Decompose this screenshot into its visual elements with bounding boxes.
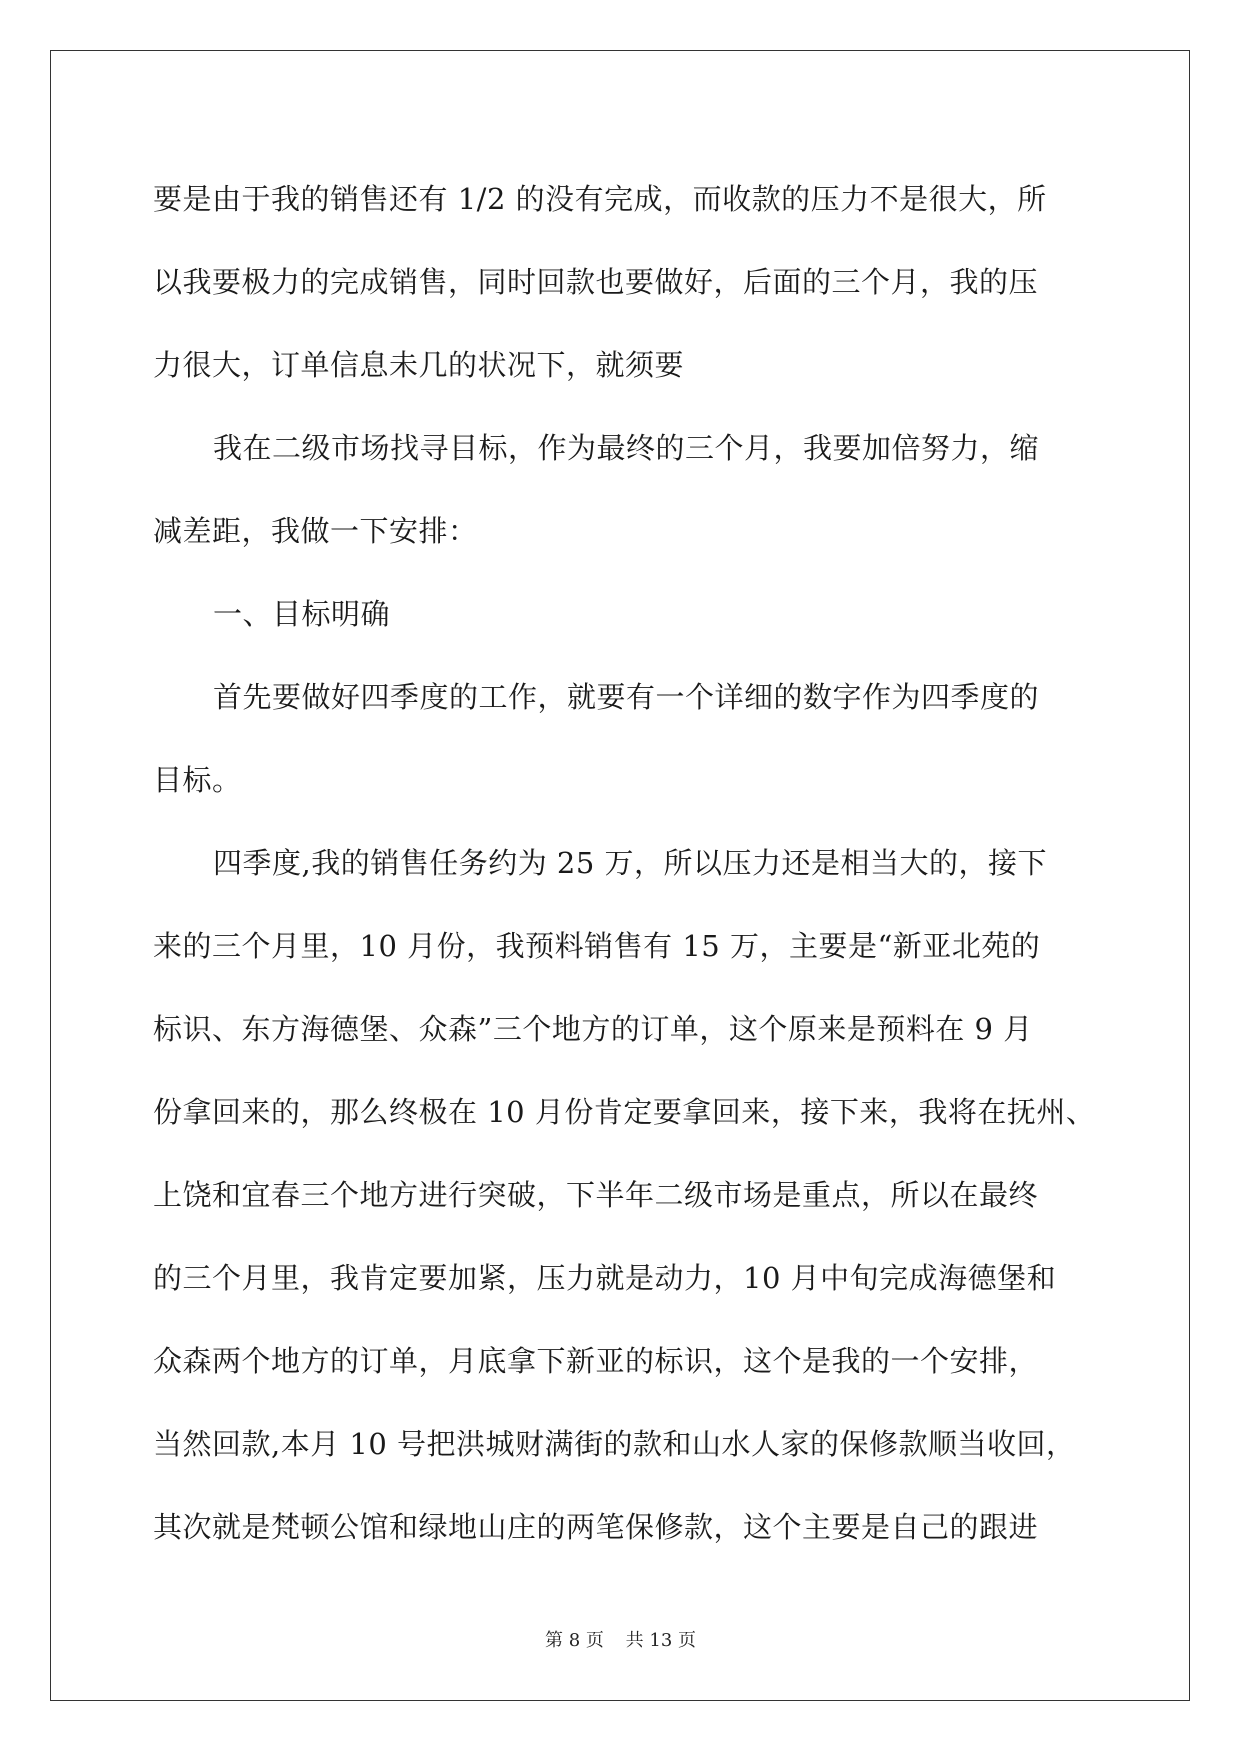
page-total: 共 13 页 [625,1630,696,1651]
page-footer [0,1626,1241,1652]
text-line: 的三个月里，我肯定要加紧，压力就是动力，10 月中旬完成海德堡和 [153,1261,1057,1295]
text-line: 来的三个月里，10 月份，我预料销售有 15 万，主要是“新亚北苑的 [153,929,1041,963]
text-line: 标识、东方海德堡、众森”三个地方的订单，这个原来是预料在 9 月 [153,1012,1033,1046]
text-line: 众森两个地方的订单，月底拿下新亚的标识，这个是我的一个安排， [153,1344,1039,1378]
text-line: 四季度,我的销售任务约为 25 万，所以压力还是相当大的，接下 [213,846,1048,880]
page-number: 第 8 页 [545,1630,604,1651]
text-line: 减差距，我做一下安排： [153,514,478,548]
text-line: 当然回款,本月 10 号把洪城财满街的款和山水人家的保修款顺当收回， [153,1427,1076,1461]
document-body [153,158,1096,1569]
text-line: 其次就是梵顿公馆和绿地山庄的两笔保修款，这个主要是自己的跟进 [153,1510,1039,1544]
text-line: 份拿回来的，那么终极在 10 月份肯定要拿回来，接下来，我将在抚州、 [153,1095,1096,1129]
text-line: 力很大，订单信息未几的状况下，就须要 [153,348,685,382]
text-line: 首先要做好四季度的工作，就要有一个详细的数字作为四季度的 [213,680,1040,714]
text-line: 一、目标明确 [213,597,391,631]
text-line: 以我要极力的完成销售，同时回款也要做好，后面的三个月，我的压 [153,265,1039,299]
text-line: 要是由于我的销售还有 1/2 的没有完成，而收款的压力不是很大，所 [153,182,1047,216]
text-line: 上饶和宜春三个地方进行突破，下半年二级市场是重点，所以在最终 [153,1178,1039,1212]
text-line: 目标。 [153,763,242,797]
text-line: 我在二级市场找寻目标，作为最终的三个月，我要加倍努力，缩 [213,431,1040,465]
